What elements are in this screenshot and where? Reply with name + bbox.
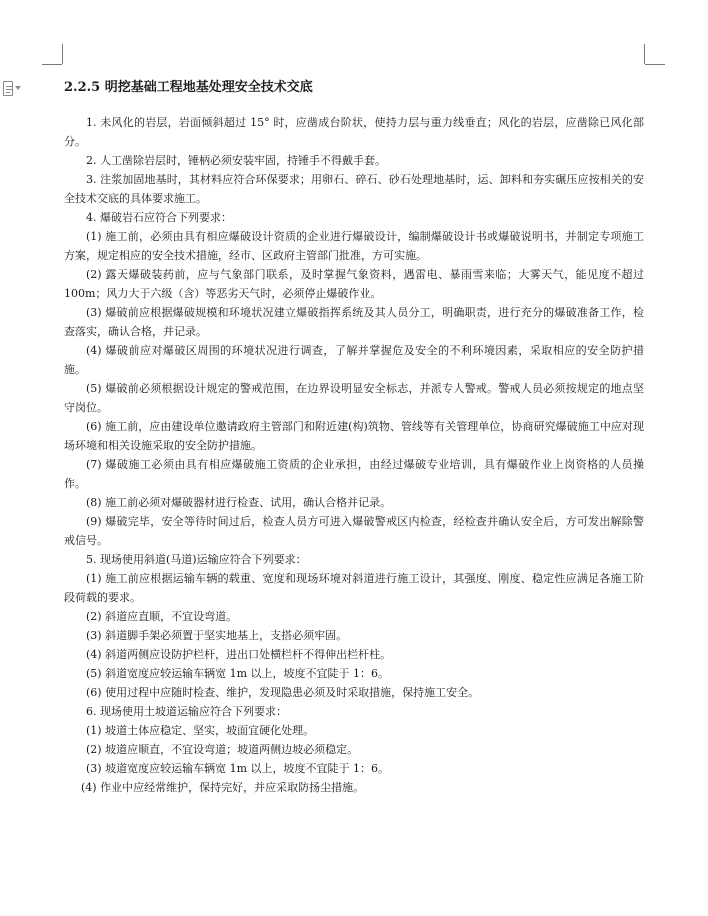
document-body xyxy=(64,78,644,794)
paragraph: (3) 斜道脚手架必须置于坚实地基上，支搭必须牢固。 xyxy=(86,629,348,642)
page-corner-mark-top-right-h xyxy=(645,64,665,65)
paragraph: 1. 未风化的岩层，岩面倾斜超过 15° 时，应凿成台阶状，使持力层与重力线垂直；风化的岩层，应凿除已风化部分。 xyxy=(64,116,644,148)
paragraph: (8) 施工前必须对爆破器材进行检查、试用，确认合格并记录。 xyxy=(86,496,392,509)
paragraph: (2) 坡道应顺直，不宜设弯道；坡道两侧边坡必须稳定。 xyxy=(86,743,359,756)
paragraph: (1) 施工前，必须由具有相应爆破设计资质的企业进行爆破设计，编制爆破设计书或爆破说明书，并制定专项施工方案，规定相应的安全技术措施，经市、区政府主管部门批准，方可实施。 xyxy=(64,230,644,262)
paragraph: 5. 现场使用斜道(马道)运输应符合下列要求： xyxy=(86,553,307,566)
page-corner-mark-top-left xyxy=(62,44,63,64)
paragraph: 4. 爆破岩石应符合下列要求： xyxy=(86,211,232,224)
paragraph: 2. 人工凿除岩层时，锤柄必须安装牢固，持锤手不得戴手套。 xyxy=(86,154,386,167)
paragraph: (5) 爆破前必须根据设计规定的警戒范围，在边界设明显安全标志，并派专人警戒。警戒人员必须按规定的地点坚守岗位。 xyxy=(64,382,644,414)
paragraph: (5) 斜道宽度应较运输车辆宽 1m 以上，坡度不宜陡于 1：6。 xyxy=(86,667,389,680)
document-icon xyxy=(3,81,13,96)
paragraph: 6. 现场使用土坡道运输应符合下列要求： xyxy=(86,705,287,718)
paragraph: (3) 坡道宽度应较运输车辆宽 1m 以上，坡度不宜陡于 1：6。 xyxy=(86,762,389,775)
paragraph: (6) 使用过程中应随时检查、维护，发现隐患必须及时采取措施，保持施工安全。 xyxy=(86,686,480,699)
paragraph: 3. 注浆加固地基时，其材料应符合环保要求；用卵石、碎石、砂石处理地基时，运、卸料和夯实碾压应按相关的安全技术交底的具体要求施工。 xyxy=(64,173,644,205)
document-outline-icon[interactable] xyxy=(3,80,21,96)
chevron-down-icon xyxy=(15,86,21,90)
paragraph: (2) 露天爆破装药前，应与气象部门联系，及时掌握气象资料，遇雷电、暴雨雪来临；大雾天气，能见度不超过 100m；风力大于六级（含）等恶劣天气时，必须停止爆破作业。 xyxy=(64,268,644,300)
paragraph: (7) 爆破施工必须由具有相应爆破施工资质的企业承担，由经过爆破专业培训，具有爆破作业上岗资格的人员操作。 xyxy=(64,458,644,490)
page-corner-mark-top-left-h xyxy=(42,64,62,65)
paragraph: (4) 斜道两侧应设防护栏杆，进出口处横栏杆不得伸出栏杆柱。 xyxy=(86,648,392,661)
paragraph: (9) 爆破完毕，安全等待时间过后，检查人员方可进入爆破警戒区内检查，经检查并确认安全后，方可发出解除警戒信号。 xyxy=(64,515,644,547)
paragraph: (1) 施工前应根据运输车辆的载重、宽度和现场环境对斜道进行施工设计，其强度、刚度、稳定性应满足各施工阶段荷载的要求。 xyxy=(64,572,644,604)
paragraph: (4) 爆破前应对爆破区周围的环境状况进行调查，了解并掌握危及安全的不利环境因素，采取相应的安全防护措施。 xyxy=(64,344,644,376)
paragraph: (2) 斜道应直顺，不宜设弯道。 xyxy=(86,610,238,623)
paragraph-list xyxy=(64,113,644,797)
paragraph: (3) 爆破前应根据爆破规模和环境状况建立爆破指挥系统及其人员分工，明确职责，进行充分的爆破准备工作，检查落实，确认合格，并记录。 xyxy=(64,306,644,338)
paragraph: (1) 坡道土体应稳定、坚实，坡面宜硬化处理。 xyxy=(86,724,315,737)
page-corner-mark-top-right xyxy=(644,44,645,64)
section-heading: 2.2.5 明挖基础工程地基处理安全技术交底 xyxy=(64,80,313,95)
paragraph: (6) 施工前，应由建设单位邀请政府主管部门和附近建(构)筑物、管线等有关管理单位，协商研究爆破施工中应对现场环境和相关设施采取的安全防护措施。 xyxy=(64,420,644,452)
paragraph: (4) 作业中应经常维护，保持完好，并应采取防扬尘措施。 xyxy=(81,781,365,794)
